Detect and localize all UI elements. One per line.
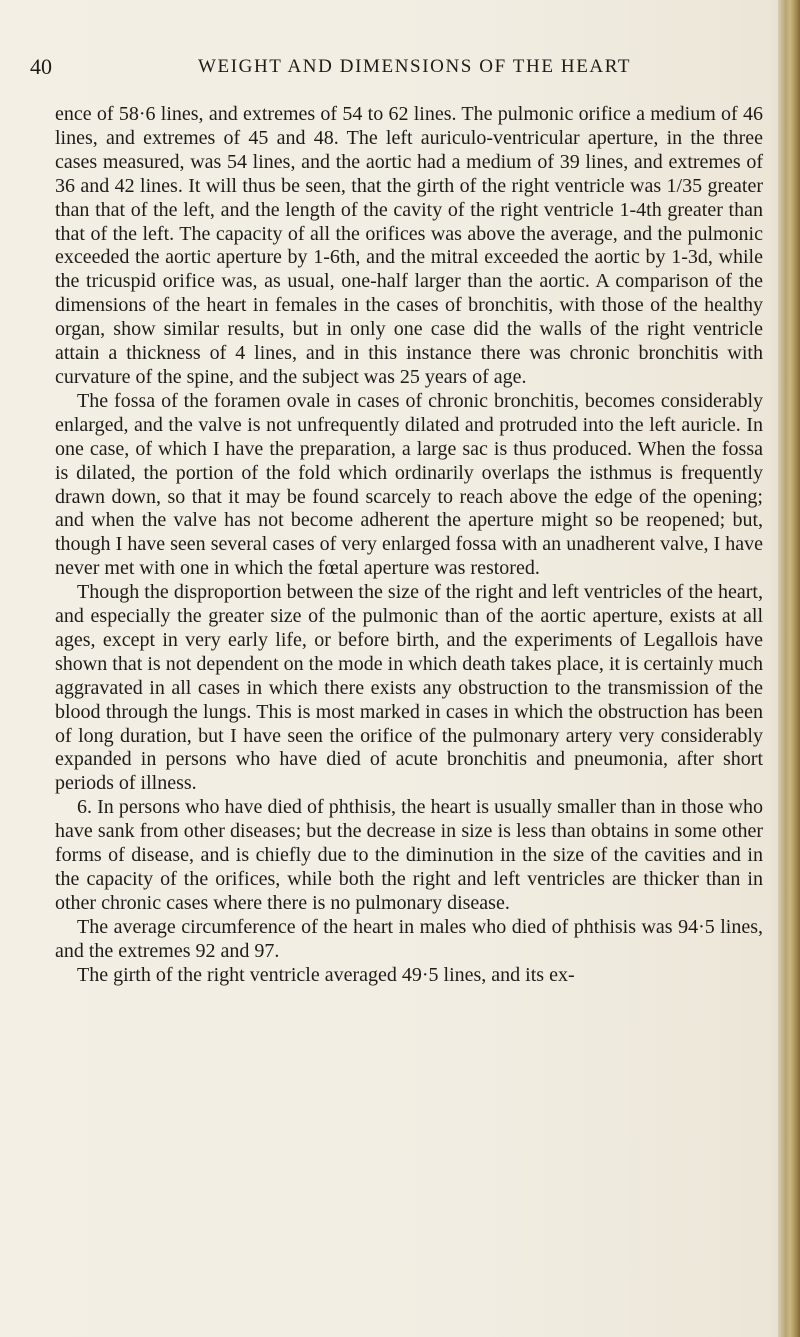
running-head: WEIGHT AND DIMENSIONS OF THE HEART [198, 56, 632, 77]
page-header [30, 52, 770, 82]
paragraph-2: The fossa of the foramen ovale in cases of chronic bronchitis, becomes considerably enlarged, and the valve is not unfrequently dilated and protruded into the left auricle. In one case, of which I have the preparation, a large sac is thus produced. When the fossa is dilated, the portion of the fold which ordinarily overlaps the isthmus is frequently drawn down, so that it may be found scarcely to reach above the edge of the opening; and when the valve has not become adherent the aperture might so be reopened; but, though I have seen several cases of very enlarged fossa with an unadherent valve, I have never met with one in which the fœtal aperture was restored. [55, 389, 763, 580]
paragraph-6: The girth of the right ventricle averaged 49·5 lines, and its ex- [77, 963, 575, 986]
paragraph-3: Though the disproportion between the size of the right and left ventricles of the heart, and especially the greater size of the pulmonic than of the aortic aperture, exists at all ages, except in very early life, or before birth, and the experiments of Legallois have shown that is not dependent on the mode in which death takes place, it is certainly much aggravated in all cases in which there exists any obstruction to the transmission of the blood through the lungs. This is most marked in cases in which the obstruction has been of long duration, but I have seen the orifice of the pulmonary artery very considerably expanded in persons who have died of acute bronchitis and pneumonia, after short periods of illness. [55, 581, 763, 795]
paragraph-5: The average circumference of the heart in males who died of phthisis was 94·5 lines, and the extremes 92 and 97. [55, 915, 763, 962]
page-number: 40 [30, 54, 52, 79]
paragraph-1: ence of 58·6 lines, and extremes of 54 to 62 lines. The pulmonic orifice a medium of 46 lines, and extremes of 45 and 48. The left auriculo-ventricular aperture, in the three cases measured, was 54 lines, and the aortic had a medium of 39 lines, and extremes of 36 and 42 lines. It will thus be seen, that the girth of the right ventricle was 1/35 greater than that of the left, and the length of the cavity of the right ventricle 1-4th greater than that of the left. The capacity of all the orifices was above the average, and the pulmonic exceeded the aortic aperture by 1-6th, and the mitral exceeded the aortic by 1-3d, while the tricuspid orifice was, as usual, one-half larger than the aortic. A comparison of the dimensions of the heart in females in the cases of bronchitis, with those of the healthy organ, show similar results, but in only one case did the walls of the right ventricle attain a thickness of 4 lines, and in this instance there was chronic bronchitis with curvature of the spine, and the subject was 25 years of age. [55, 103, 763, 388]
body-text [55, 103, 763, 988]
page-edge [778, 0, 800, 1337]
paragraph-4: 6. In persons who have died of phthisis, the heart is usually smaller than in those who have sank from other diseases; but the decrease in size is less than obtains in some other forms of disease, and is chiefly due to the diminution in the size of the cavities and in the capacity of the orifices, while both the right and left ventricles are thicker than in other chronic cases where there is no pulmonary disease. [55, 796, 763, 914]
